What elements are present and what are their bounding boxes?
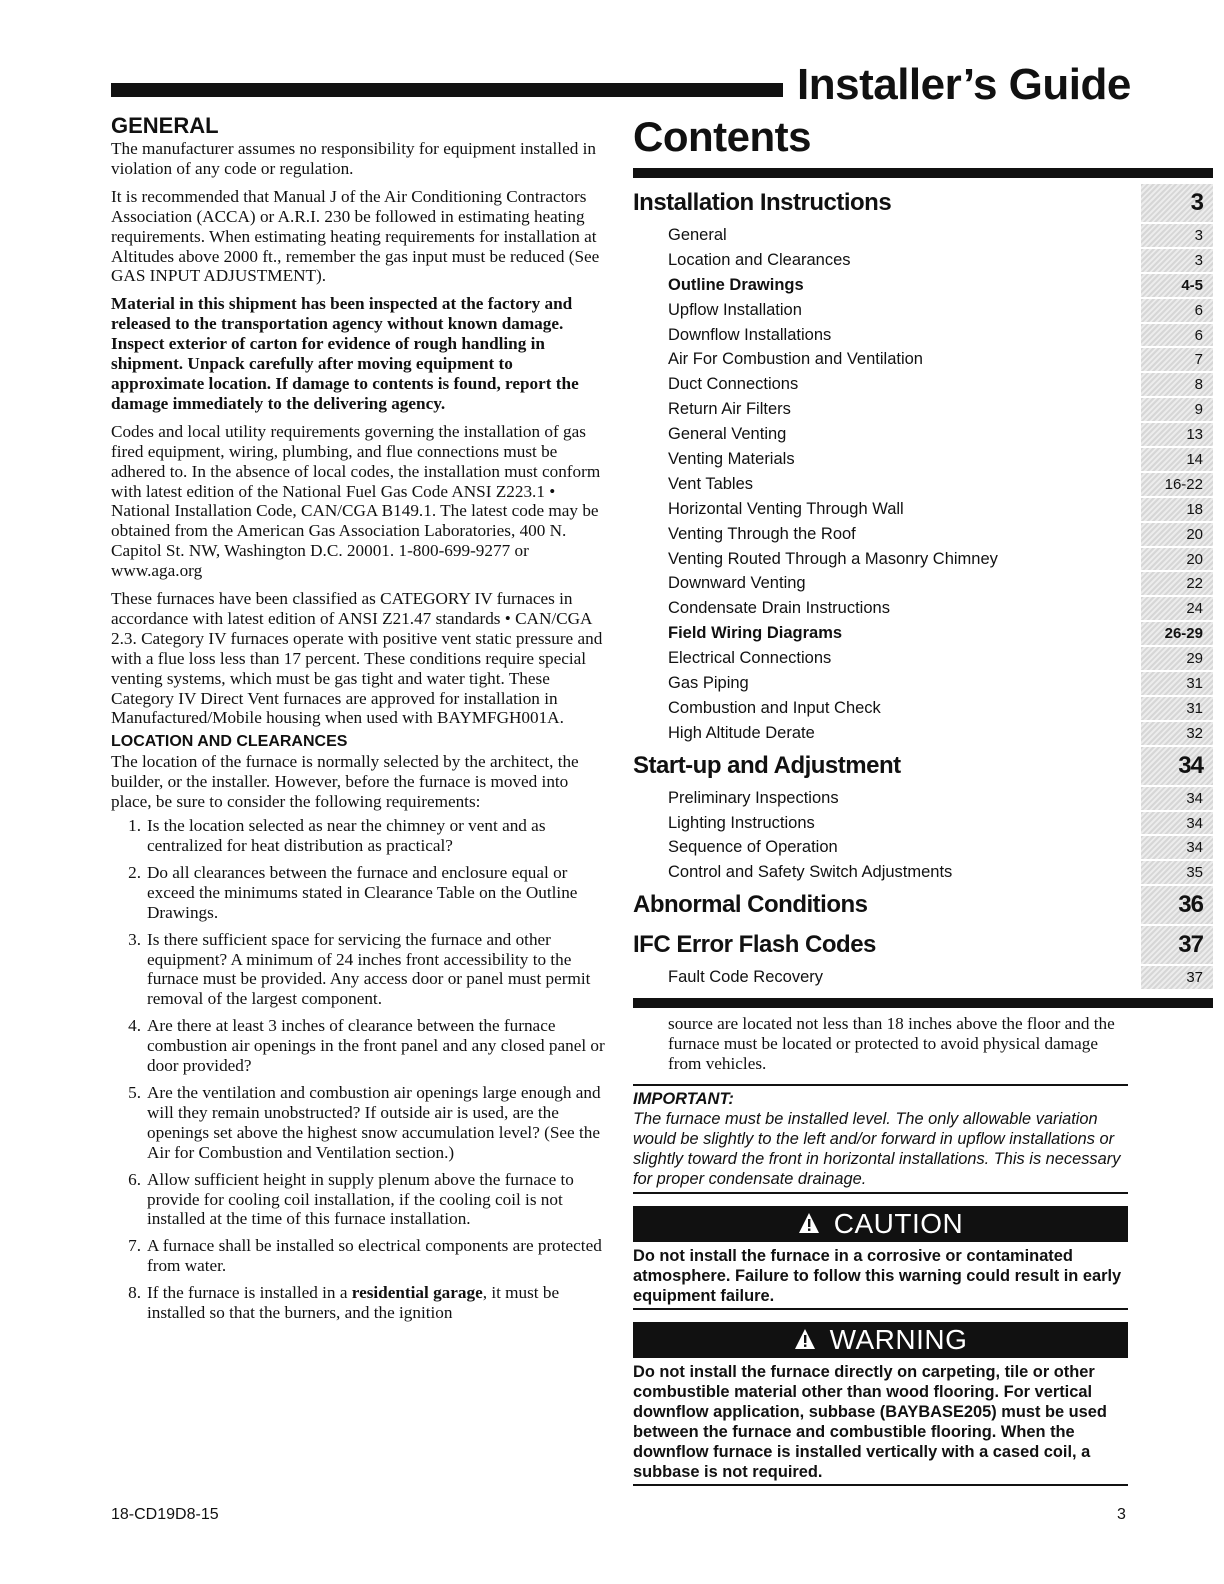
important-top-rule bbox=[633, 1084, 1128, 1086]
toc-entry[interactable] bbox=[633, 522, 1213, 547]
toc-entry[interactable] bbox=[633, 646, 1213, 671]
toc-label: Condensate Drain Instructions bbox=[668, 599, 890, 618]
toc-page-number: 29 bbox=[1141, 647, 1213, 670]
toc-page-number: 37 bbox=[1141, 926, 1213, 964]
requirement-text: Do all clearances between the furnace and enclosure equal or exceed the minimums stated in Clearance Table on the Outline Drawings. bbox=[147, 862, 578, 922]
requirement-item-1 bbox=[111, 816, 607, 856]
toc-entry[interactable] bbox=[633, 347, 1213, 372]
caution-bottom-rule bbox=[633, 1308, 1128, 1310]
toc-page-number: 37 bbox=[1141, 966, 1213, 989]
toc-entry[interactable] bbox=[633, 696, 1213, 721]
warning-bottom-rule bbox=[633, 1484, 1128, 1486]
requirement-item-7 bbox=[111, 1236, 607, 1276]
toc-page-number: 32 bbox=[1141, 722, 1213, 745]
toc-label: Control and Safety Switch Adjustments bbox=[668, 863, 953, 882]
toc-entry[interactable] bbox=[633, 596, 1213, 621]
toc-page-number: 8 bbox=[1141, 373, 1213, 396]
requirement-text: Allow sufficient height in supply plenum above the furnace to provide for cooling coil installation, if the cooling coil is not installed at the time of this furnace installation. bbox=[147, 1169, 574, 1229]
toc-label: Sequence of Operation bbox=[668, 838, 838, 857]
header-rule bbox=[111, 83, 783, 97]
toc-entry[interactable] bbox=[633, 447, 1213, 472]
table-of-contents bbox=[633, 183, 1213, 990]
toc-page-number: 31 bbox=[1141, 697, 1213, 720]
warning-triangle-icon bbox=[794, 1328, 816, 1350]
requirement-item-3 bbox=[111, 930, 607, 1010]
toc-entry[interactable] bbox=[633, 721, 1213, 746]
toc-page-number: 24 bbox=[1141, 597, 1213, 620]
requirement-number: 8. bbox=[128, 1283, 141, 1303]
toc-entry[interactable] bbox=[633, 835, 1213, 860]
general-paragraph-category: These furnaces have been classified as CATEGORY IV furnaces in accordance with latest edition of ANSI Z21.47 standards • CAN/CGA 2.3. Category IV furnaces operate with positive vent static pressure and with a flue loss less than 17 percent. These conditions require special venting systems, which must be gas tight and water tight. These Category IV Direct Vent furnaces are approved for installation in Manufactured/Mobile housing when used with BAYMFGH001A. bbox=[111, 589, 603, 728]
toc-page-number: 6 bbox=[1141, 324, 1213, 347]
toc-entry[interactable] bbox=[633, 811, 1213, 836]
toc-page-number: 4-5 bbox=[1141, 274, 1213, 297]
toc-entry[interactable] bbox=[633, 323, 1213, 348]
toc-page-number: 9 bbox=[1141, 398, 1213, 421]
toc-page-number: 35 bbox=[1141, 861, 1213, 884]
warning-text: Do not install the furnace directly on carpeting, tile or other combustible material other than wood flooring. For vertical downflow application, subbase (BAYBASE205) must be used between the furnace and combustible flooring. When the downflow furnace is installed vertically with a cased coil, a subbase is not required. bbox=[633, 1363, 1107, 1481]
toc-page-number: 7 bbox=[1141, 348, 1213, 371]
requirement-text-end: , it must be installed so that the burners, and the ignition bbox=[147, 1283, 560, 1323]
toc-label: Preliminary Inspections bbox=[668, 788, 839, 807]
toc-page-number: 3 bbox=[1141, 184, 1213, 222]
left-column bbox=[111, 113, 607, 1330]
toc-label: Gas Piping bbox=[668, 674, 749, 693]
toc-section[interactable] bbox=[633, 746, 1213, 786]
toc-page-number: 3 bbox=[1141, 224, 1213, 247]
toc-entry[interactable] bbox=[633, 372, 1213, 397]
toc-entry[interactable] bbox=[633, 671, 1213, 696]
requirement-item-8 bbox=[111, 1283, 607, 1323]
toc-page-number: 16-22 bbox=[1141, 473, 1213, 496]
location-intro: The location of the furnace is normally selected by the architect, the builder, or the installer. However, before the furnace is moved into place, be sure to consider the following requirements: bbox=[111, 752, 579, 812]
toc-entry[interactable] bbox=[633, 397, 1213, 422]
important-text: The furnace must be installed level. The only allowable variation would be slightly to the left and/or forward in upflow installations or slightly toward the front in horizontal installations. This is necessary for proper condensate drainage. bbox=[633, 1110, 1121, 1188]
toc-entry[interactable] bbox=[633, 298, 1213, 323]
toc-page-number: 20 bbox=[1141, 548, 1213, 571]
requirement-text: Is the location selected as near the chimney or vent and as centralized for heat distribution as practical? bbox=[147, 816, 546, 855]
requirement-text: Are there at least 3 inches of clearance between the furnace combustion air openings in the front panel and any closed panel or door provided? bbox=[147, 1016, 605, 1076]
contents-title: Contents bbox=[633, 113, 811, 160]
toc-page-number: 34 bbox=[1141, 787, 1213, 810]
requirement-text: A furnace shall be installed so electrical components are protected from water. bbox=[147, 1236, 602, 1276]
toc-entry[interactable] bbox=[633, 547, 1213, 572]
requirement-text: Is there sufficient space for servicing the furnace and other equipment? A minimum of 24 inches front accessibility to the furnace must be provided. Any access door or panel must permit removal of the largest component. bbox=[147, 929, 591, 1009]
toc-label: Upflow Installation bbox=[668, 300, 802, 319]
requirements-list bbox=[111, 816, 607, 1323]
toc-page-number: 6 bbox=[1141, 299, 1213, 322]
toc-label: Combustion and Input Check bbox=[668, 698, 881, 717]
toc-page-number: 22 bbox=[1141, 572, 1213, 595]
toc-page-number: 36 bbox=[1141, 886, 1213, 924]
toc-page-number: 20 bbox=[1141, 523, 1213, 546]
caution-label: CAUTION bbox=[833, 1208, 964, 1239]
requirement-text-start: If the furnace is installed in a bbox=[147, 1283, 352, 1303]
warning-label: WARNING bbox=[829, 1324, 968, 1355]
toc-label: Venting Routed Through a Masonry Chimney bbox=[668, 549, 998, 568]
toc-section[interactable] bbox=[633, 925, 1213, 965]
toc-page-number: 3 bbox=[1141, 249, 1213, 272]
requirement-item-6 bbox=[111, 1170, 607, 1230]
toc-label: Downward Venting bbox=[668, 574, 806, 593]
toc-page-number: 31 bbox=[1141, 672, 1213, 695]
general-paragraph-1: The manufacturer assumes no responsibility for equipment installed in violation of any code or regulation. bbox=[111, 139, 596, 178]
requirement-number: 7. bbox=[128, 1236, 141, 1256]
toc-label: Duct Connections bbox=[668, 375, 799, 394]
toc-label: Location and Clearances bbox=[668, 250, 851, 269]
toc-label: Return Air Filters bbox=[668, 400, 791, 419]
caution-text: Do not install the furnace in a corrosive or contaminated atmosphere. Failure to follow this warning could result in early equipment failure. bbox=[633, 1247, 1122, 1305]
page-number: 3 bbox=[1117, 1506, 1126, 1523]
location-heading: LOCATION AND CLEARANCES bbox=[111, 733, 348, 751]
toc-page-number: 13 bbox=[1141, 423, 1213, 446]
toc-label: IFC Error Flash Codes bbox=[633, 931, 876, 959]
toc-entry[interactable] bbox=[633, 223, 1213, 248]
toc-label: Electrical Connections bbox=[668, 649, 832, 668]
general-paragraph-codes: Codes and local utility requirements governing the installation of gas fired equipment, wiring, plumbing, and flue connections must be adhered to. In the absence of local codes, the installation must conform with latest edition of the National Fuel Gas Code ANSI Z223.1 • National Installation Code, CAN/CGA B149.1. The latest code may be obtained from the American Gas Association Laboratories, 400 N. Capitol St. NW, Washington D.C. 20001. 1-800-699-9277 or www.aga.org bbox=[111, 421, 601, 581]
requirement-item-5 bbox=[111, 1083, 607, 1163]
toc-page-number: 18 bbox=[1141, 498, 1213, 521]
toc-label: Outline Drawings bbox=[668, 275, 804, 294]
garage-continued-text: source are located not less than 18 inches above the floor and the furnace must be located or protected to avoid physical damage from vehicles. bbox=[668, 1014, 1115, 1073]
toc-label: Installation Instructions bbox=[633, 189, 892, 216]
toc-page-number: 34 bbox=[1141, 747, 1213, 785]
toc-label: Downflow Installations bbox=[668, 325, 832, 344]
caution-banner bbox=[633, 1206, 1128, 1242]
requirement-number: 3. bbox=[128, 929, 141, 949]
requirement-item-4 bbox=[111, 1016, 607, 1076]
toc-label: Start-up and Adjustment bbox=[633, 751, 901, 779]
toc-label: General Venting bbox=[668, 425, 787, 444]
important-heading: IMPORTANT: bbox=[633, 1090, 734, 1108]
toc-entry[interactable] bbox=[633, 860, 1213, 885]
toc-label: Abnormal Conditions bbox=[633, 891, 868, 919]
toc-entry[interactable] bbox=[633, 497, 1213, 522]
shipment-inspection-notice: Material in this shipment has been inspected at the factory and released to the transportation agency without known damage. Inspect exterior of carton for evidence of rough handling in shipment. Unpack carefully after moving equipment to approximate location. If damage to contents is found, report the damage immediately to the delivering agency. bbox=[111, 294, 579, 413]
residential-garage-emphasis: residential garage bbox=[351, 1283, 483, 1303]
requirement-number: 4. bbox=[128, 1016, 141, 1036]
requirement-number: 6. bbox=[128, 1169, 141, 1189]
toc-entry[interactable] bbox=[633, 422, 1213, 447]
toc-section[interactable] bbox=[633, 885, 1213, 925]
toc-entry[interactable] bbox=[633, 248, 1213, 273]
warning-banner bbox=[633, 1322, 1128, 1358]
requirement-text: Are the ventilation and combustion air openings large enough and will they remain unobstructed? If outside air is used, are the openings set above the highest snow accumulation level? (See the Air for Combustion and Ventilation section.) bbox=[147, 1082, 601, 1162]
warning-triangle-icon bbox=[798, 1212, 820, 1234]
toc-page-number: 14 bbox=[1141, 448, 1213, 471]
requirement-text bbox=[147, 1283, 607, 1323]
toc-label: Air For Combustion and Ventilation bbox=[668, 350, 923, 369]
important-bottom-rule bbox=[633, 1192, 1128, 1194]
contents-rule bbox=[633, 168, 1213, 178]
toc-entry[interactable] bbox=[633, 273, 1213, 298]
requirement-number: 2. bbox=[128, 862, 141, 882]
toc-label: General bbox=[668, 226, 727, 244]
general-heading: GENERAL bbox=[111, 113, 219, 138]
toc-label: Vent Tables bbox=[668, 474, 754, 493]
toc-label: Fault Code Recovery bbox=[668, 968, 823, 987]
page-header-title: Installer’s Guide bbox=[797, 60, 1131, 109]
toc-page-number: 34 bbox=[1141, 836, 1213, 859]
requirement-number: 5. bbox=[128, 1082, 141, 1102]
toc-label: Field Wiring Diagrams bbox=[668, 624, 843, 643]
contents-bottom-rule bbox=[633, 998, 1213, 1008]
toc-page-number: 34 bbox=[1141, 812, 1213, 835]
toc-label: Venting Materials bbox=[668, 450, 795, 469]
toc-entry[interactable] bbox=[633, 786, 1213, 811]
document-number: 18-CD19D8-15 bbox=[111, 1506, 219, 1523]
requirement-item-2 bbox=[111, 863, 607, 923]
toc-entry[interactable] bbox=[633, 621, 1213, 646]
toc-label: Horizontal Venting Through Wall bbox=[668, 499, 904, 518]
toc-entry[interactable] bbox=[633, 472, 1213, 497]
general-paragraph-2: It is recommended that Manual J of the Air Conditioning Contractors Association (ACCA) or A.R.I. 230 be followed in estimating heating requirements. When estimating heating requirements for installation at Altitudes above 2000 ft., remember the gas input must be reduced (See GAS INPUT ADJUSTMENT). bbox=[111, 186, 600, 286]
requirement-number: 1. bbox=[128, 816, 141, 836]
toc-entry[interactable] bbox=[633, 571, 1213, 596]
toc-label: High Altitude Derate bbox=[668, 723, 815, 742]
toc-label: Venting Through the Roof bbox=[668, 524, 856, 543]
toc-entry[interactable] bbox=[633, 965, 1213, 990]
toc-section[interactable] bbox=[633, 183, 1213, 223]
toc-page-number: 26-29 bbox=[1141, 622, 1213, 645]
toc-label: Lighting Instructions bbox=[668, 813, 815, 832]
